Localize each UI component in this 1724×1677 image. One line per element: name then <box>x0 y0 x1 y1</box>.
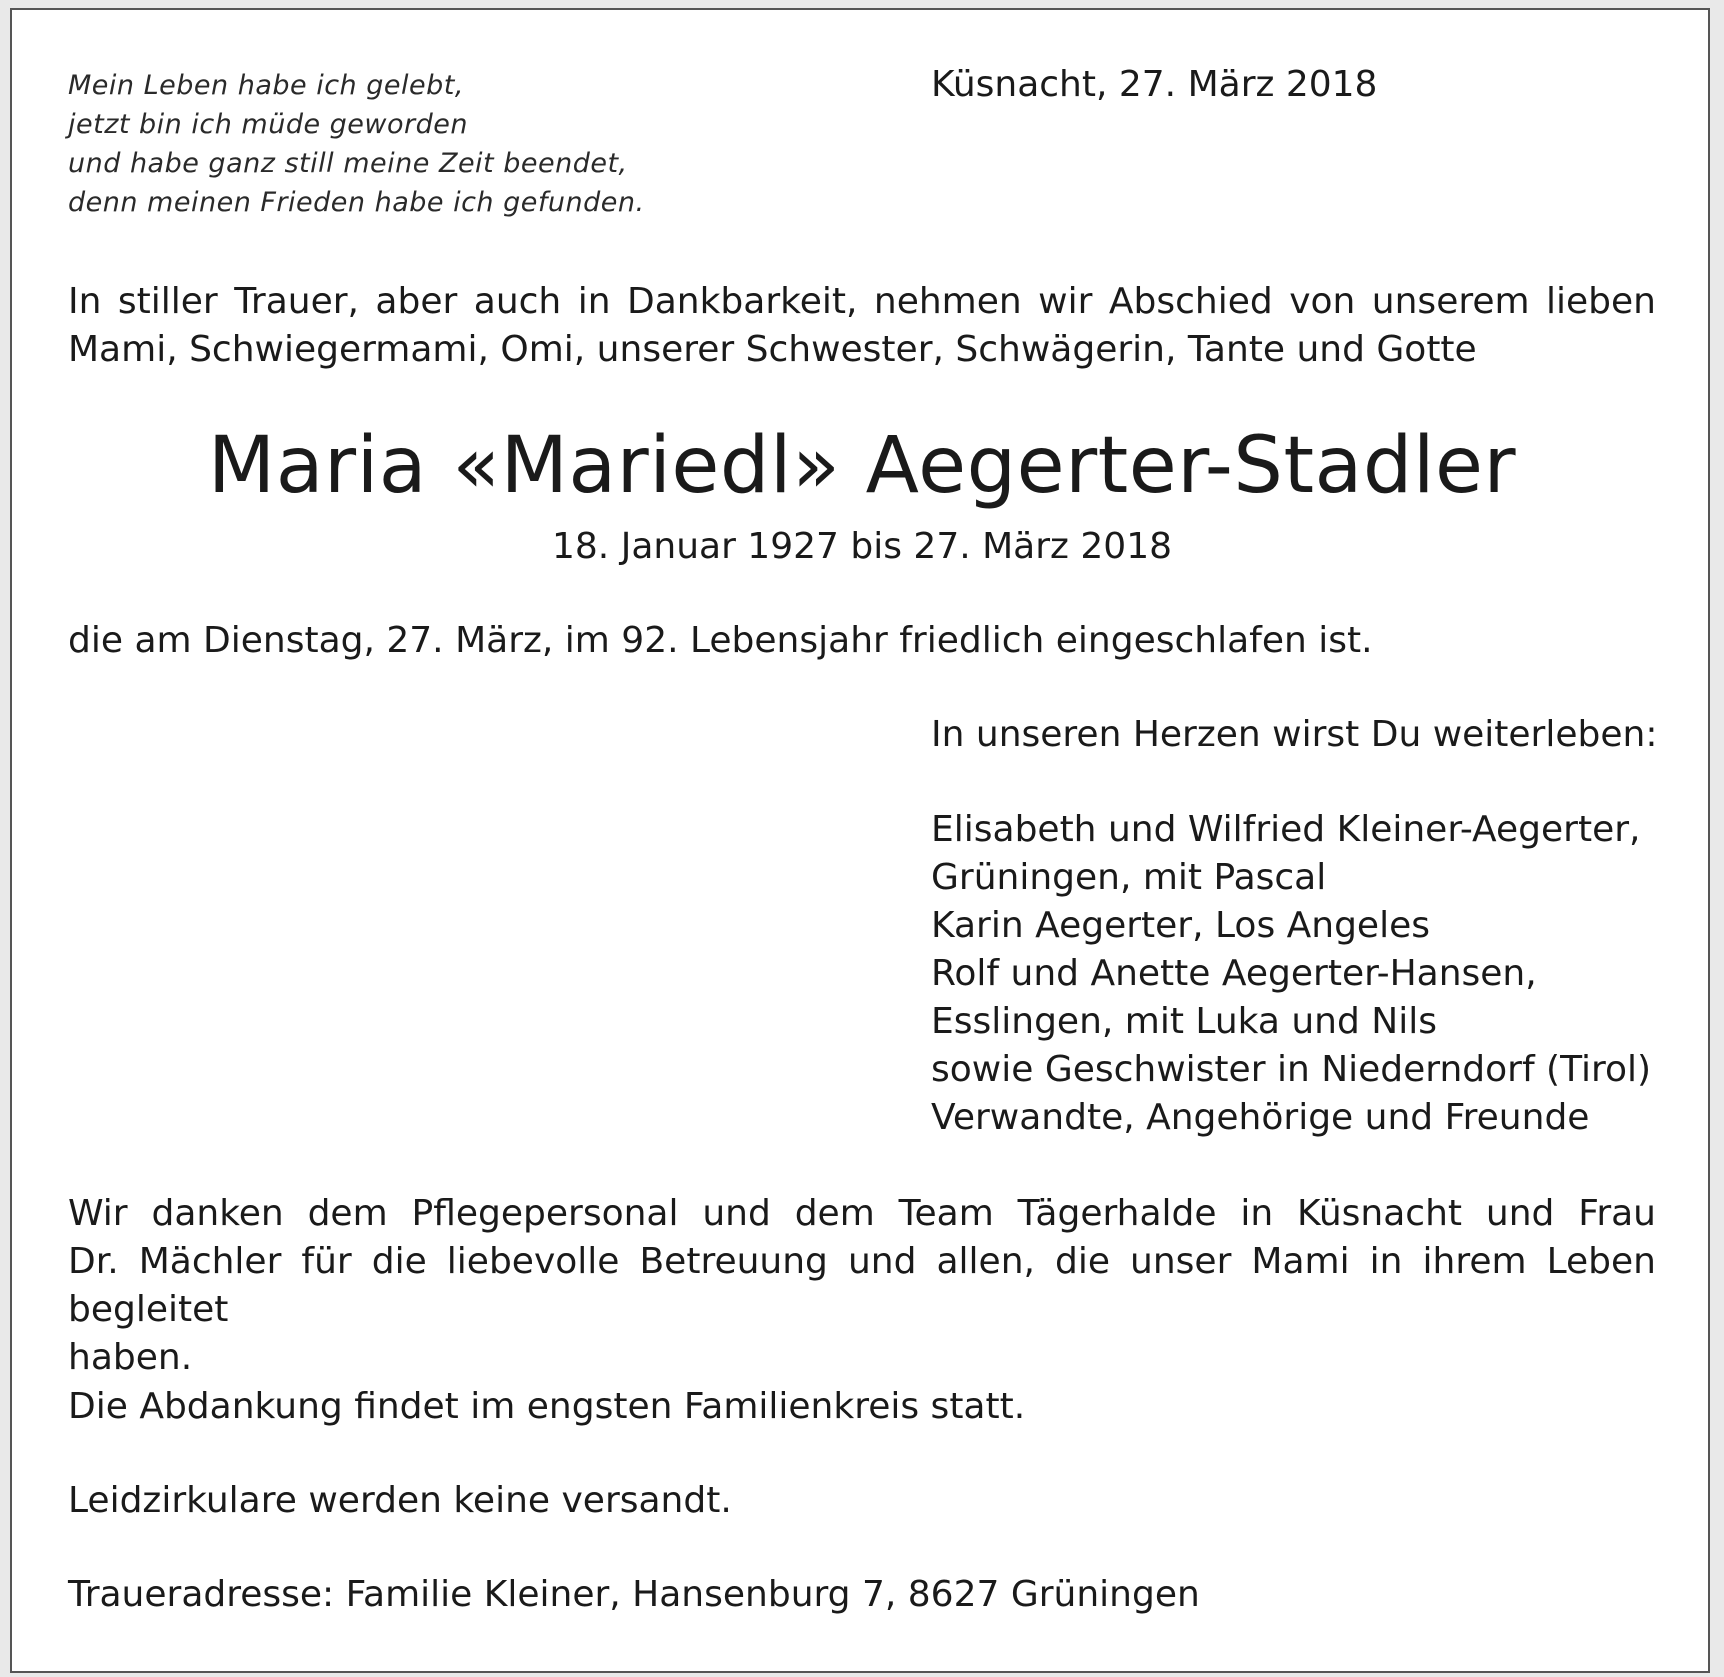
poem <box>68 66 645 222</box>
life-dates: 18. Januar 1927 bis 27. März 2018 <box>552 526 1172 567</box>
passed-text: die am Dienstag, 27. März, im 92. Lebensjahr friedlich eingeschlafen ist. <box>68 620 1373 661</box>
family-line: Verwandte, Angehörige und Freunde <box>931 1097 1590 1138</box>
intro-line: Mami, Schwiegermami, Omi, unserer Schwester, Schwägerin, Tante und Gotte <box>68 329 1477 370</box>
ceremony-text: Die Abdankung findet im engsten Familienkreis statt. <box>68 1386 1026 1427</box>
circulars-text: Leidzirkulare werden keine versandt. <box>68 1480 732 1521</box>
poem-line: denn meinen Frieden habe ich gefunden. <box>68 187 645 218</box>
family-line: Grüningen, mit Pascal <box>931 857 1327 898</box>
hearts-text: In unseren Herzen wirst Du weiterleben: <box>931 714 1658 755</box>
family-line: sowie Geschwister in Niederndorf (Tirol) <box>931 1049 1652 1090</box>
family-line: Elisabeth und Wilfried Kleiner-Aegerter, <box>931 809 1641 850</box>
thanks-line: haben. <box>68 1337 193 1378</box>
place-date: Küsnacht, 27. März 2018 <box>931 64 1378 105</box>
intro-line: In stiller Trauer, aber auch in Dankbarkeit, nehmen wir Abschied von unserem lieben <box>68 281 1656 322</box>
deceased-name: Maria «Mariedl» Aegerter-Stadler <box>207 421 1517 511</box>
family-line: Esslingen, mit Luka und Nils <box>931 1001 1437 1042</box>
poem-line: Mein Leben habe ich gelebt, <box>68 70 464 101</box>
thanks-paragraph <box>68 1190 1656 1382</box>
family-line: Karin Aegerter, Los Angeles <box>931 905 1430 946</box>
family-list <box>931 806 1651 1142</box>
poem-line: jetzt bin ich müde geworden <box>68 109 468 140</box>
mourning-address: Traueradresse: Familie Kleiner, Hansenburg 7, 8627 Grüningen <box>68 1574 1200 1615</box>
thanks-line: Wir danken dem Pflegepersonal und dem Team Tägerhalde in Küsnacht und Frau <box>68 1193 1656 1234</box>
family-line: Rolf und Anette Aegerter-Hansen, <box>931 953 1537 994</box>
poem-line: und habe ganz still meine Zeit beendet, <box>68 148 628 179</box>
intro-paragraph <box>68 278 1656 374</box>
thanks-line: Dr. Mächler für die liebevolle Betreuung und allen, die unser Mami in ihrem Leben begleitet <box>68 1241 1656 1330</box>
